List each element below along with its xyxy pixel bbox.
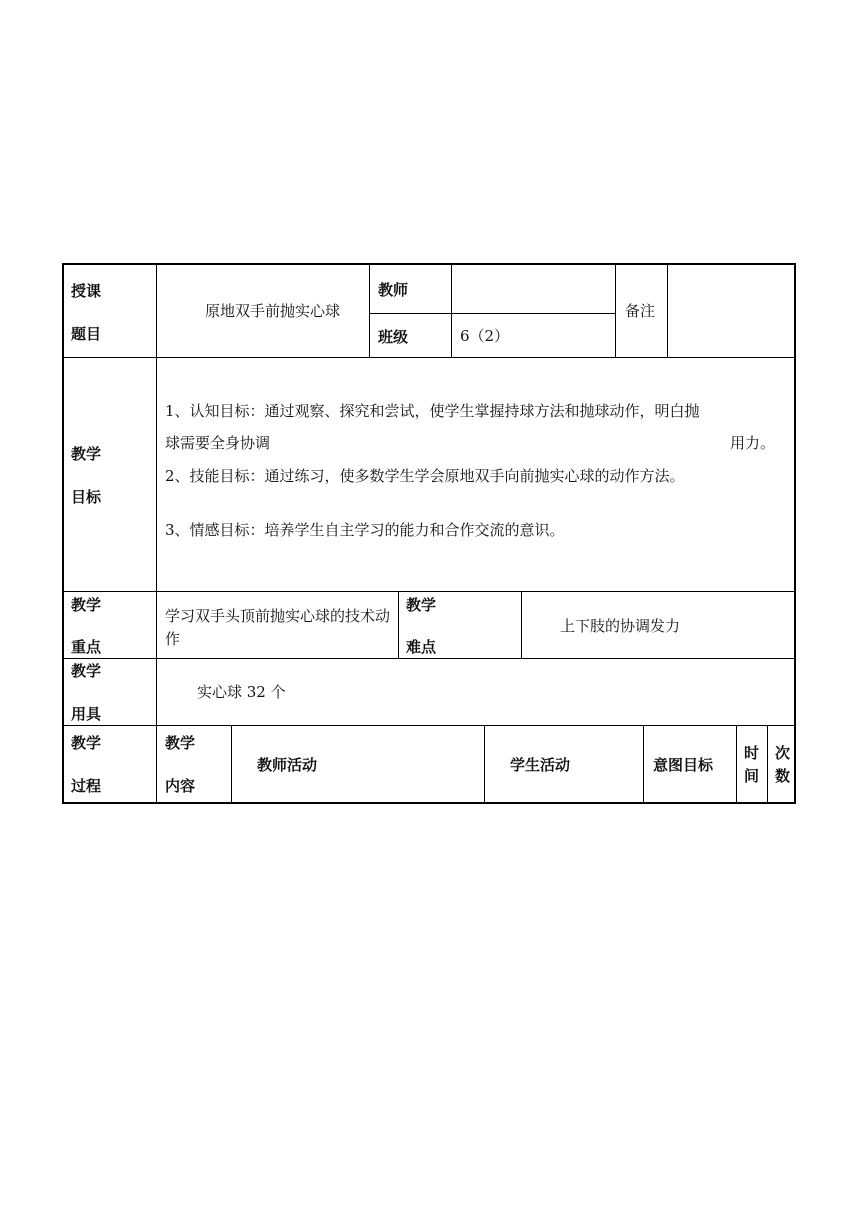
column-divider [156, 263, 157, 804]
teacher-label: 教师 [378, 281, 409, 299]
objective-cognitive-line1: 1、认知目标：通过观察、探究和尝试，使学生掌握持球方法和抛球动作，明白抛 [165, 402, 700, 420]
column-divider [767, 725, 768, 804]
column-divider [667, 263, 668, 357]
topic-label-line1: 授课 [71, 282, 102, 300]
process-label-line1: 教学 [71, 734, 102, 752]
column-divider [231, 725, 232, 804]
row-divider [62, 357, 796, 358]
keypoints-label-line2: 重点 [71, 638, 102, 656]
objectives-label-line2: 目标 [71, 488, 102, 506]
column-divider [643, 725, 644, 804]
column-divider [736, 725, 737, 804]
equipment-label-line1: 教学 [71, 662, 102, 680]
column-divider [521, 591, 522, 658]
row-divider [62, 658, 796, 659]
count-header-line2: 数 [775, 767, 791, 785]
topic-label-line2: 题目 [71, 325, 102, 343]
column-divider [615, 263, 616, 357]
content-label-line2: 内容 [165, 777, 196, 795]
objective-cognitive-line2-end: 用力。 [730, 434, 776, 452]
process-label-line2: 过程 [71, 777, 102, 795]
row-divider [369, 313, 615, 314]
teacher-activity-header: 教师活动 [257, 756, 318, 774]
time-header-line1: 时 [744, 744, 760, 762]
difficulty-label-line2: 难点 [406, 638, 437, 656]
keypoints-value: 学习双手头顶前抛实心球的技术动作 [165, 607, 391, 648]
column-divider [484, 725, 485, 804]
topic-value: 原地双手前抛实心球 [205, 302, 341, 320]
row-divider [62, 591, 796, 592]
student-activity-header: 学生活动 [510, 756, 571, 774]
column-divider [451, 263, 452, 357]
time-header-line2: 间 [744, 767, 760, 785]
objective-skill: 2、技能目标：通过练习，使多数学生学会原地双手向前抛实心球的动作方法。 [165, 467, 685, 485]
class-label: 班级 [378, 328, 409, 346]
content-label-line1: 教学 [165, 734, 196, 752]
intent-header: 意图目标 [653, 756, 714, 774]
remarks-label: 备注 [625, 302, 656, 320]
difficulty-label-line1: 教学 [406, 596, 437, 614]
objective-affective: 3、情感目标：培养学生自主学习的能力和合作交流的意识。 [165, 521, 565, 539]
count-header-line1: 次 [775, 744, 791, 762]
class-value: 6（2） [460, 327, 510, 345]
difficulty-value: 上下肢的协调发力 [560, 617, 681, 635]
objectives-label-line1: 教学 [71, 445, 102, 463]
equipment-value: 实心球 32 个 [197, 683, 286, 701]
equipment-label-line2: 用具 [71, 705, 102, 723]
column-divider [398, 591, 399, 658]
column-divider [369, 263, 370, 357]
keypoints-label-line1: 教学 [71, 596, 102, 614]
row-divider [62, 725, 796, 726]
objective-cognitive-line2: 球需要全身协调 [165, 434, 271, 452]
